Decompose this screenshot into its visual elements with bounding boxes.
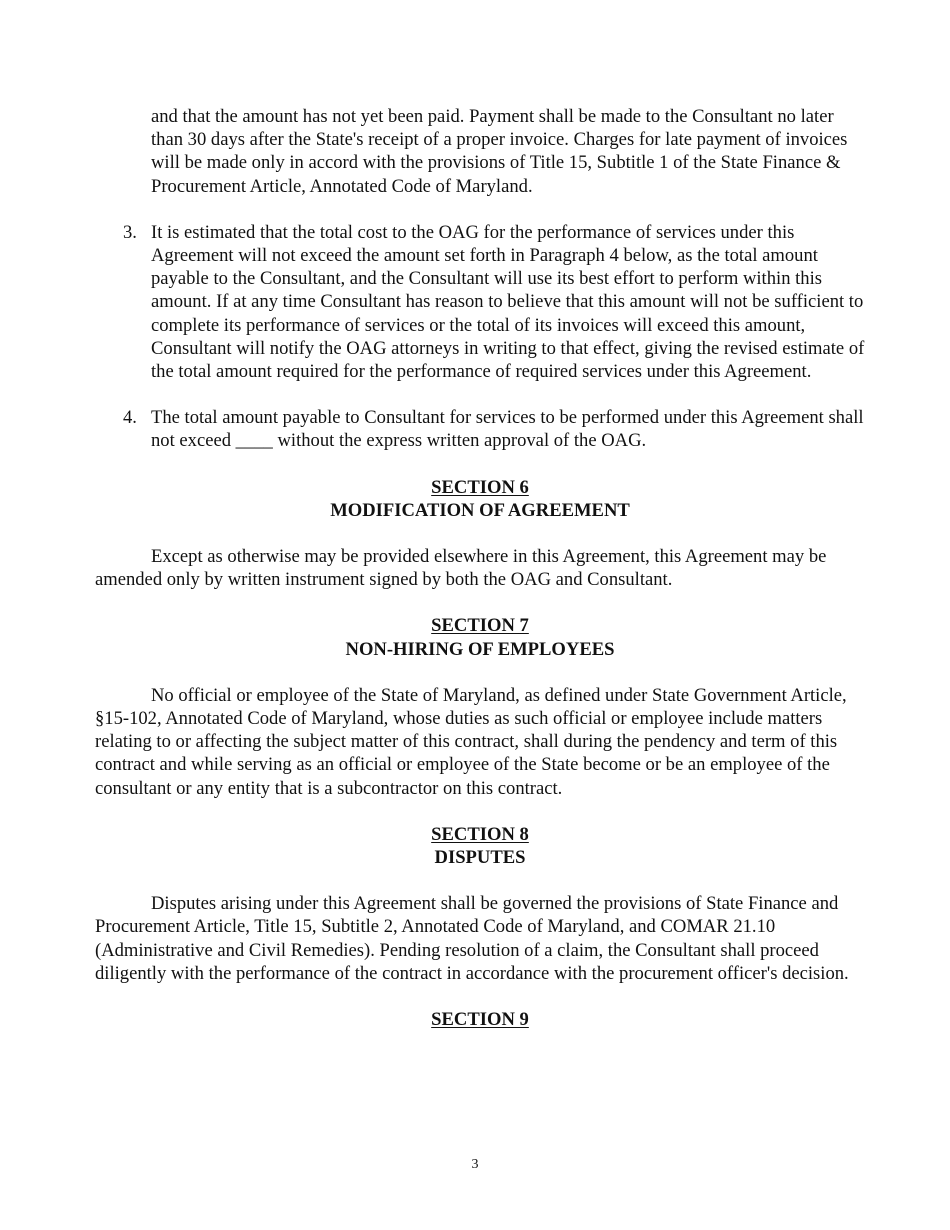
section-8-heading [95, 823, 865, 869]
section-title: DISPUTES [434, 847, 526, 869]
section-7-heading [95, 614, 865, 660]
document-page [95, 105, 865, 1031]
section-title: MODIFICATION OF AGREEMENT [330, 499, 630, 521]
section-number: SECTION 8 [431, 823, 529, 845]
section-number: SECTION 6 [431, 476, 529, 498]
section-6-body: Except as otherwise may be provided elsewhere in this Agreement, this Agreement may be amended only by written instrument signed by both the OAG and Consultant. [95, 546, 827, 591]
section-title: NON-HIRING OF EMPLOYEES [345, 638, 615, 660]
section-8-body: Disputes arising under this Agreement shall be governed the provisions of State Finance and Procurement Article, Title 15, Subtitle 2, Annotated Code of Maryland, and COMAR 21.10 (Administrative and Civil Remedies). Pending resolution of a claim, the Consultant shall proceed diligently with the performance of the contract in accordance with the procurement officer's decision. [95, 893, 849, 984]
list-item-number: 4. [123, 407, 137, 429]
list-item-number: 3. [123, 221, 137, 243]
section-9-heading [95, 1008, 865, 1031]
list-item-4 [95, 406, 865, 452]
section-7-body: No official or employee of the State of Maryland, as defined under State Government Article, §15-102, Annotated Code of Maryland, whose duties as such official or employee include matters relating to or affecting the subject matter of this contract, shall during the pendency and term of this contract and while serving as an official or employee of the State become or be an employee of the consultant or any entity that is a subcontractor on this contract. [95, 684, 847, 799]
list-item-text: The total amount payable to Consultant for services to be performed under this Agreement shall not exceed ____ without the express written approval of the OAG. [151, 407, 864, 452]
continuation-paragraph: and that the amount has not yet been paid. Payment shall be made to the Consultant no later than 30 days after the State's receipt of a proper invoice. Charges for late payment of invoices will be made only in accord with the provisions of Title 15, Subtitle 1 of the State Finance & Procurement Article, Annotated Code of Maryland. [151, 106, 848, 197]
section-number: SECTION 9 [431, 1009, 529, 1031]
list-item-3 [95, 221, 865, 383]
section-6-heading [95, 476, 865, 522]
list-item-text: It is estimated that the total cost to the OAG for the performance of services under this Agreement will not exceed the amount set forth in Paragraph 4 below, as the total amount payable to the Consultant, and the Consultant will use its best effort to perform within this amount. If at any time Consultant has reason to believe that this amount will not be sufficient to complete its performance of services or the total of its invoices will exceed this amount, Consultant will notify the OAG attorneys in writing to that effect, giving the revised estimate of the total amount required for the performance of required services under this Agreement. [151, 221, 865, 383]
page-number: 3 [471, 1157, 479, 1172]
section-number: SECTION 7 [431, 615, 529, 637]
